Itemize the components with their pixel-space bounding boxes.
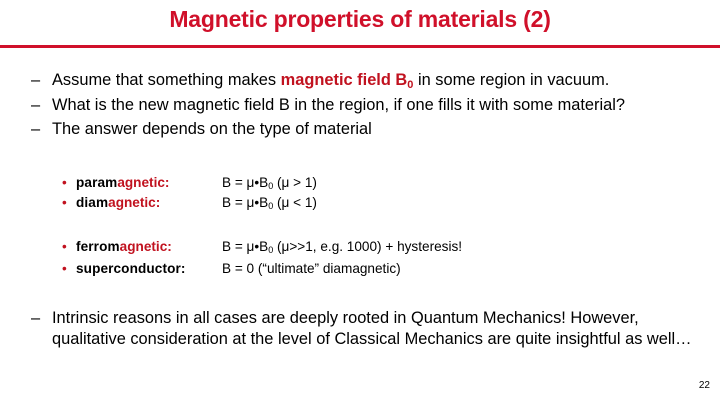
formula-post: (μ > 1) [273,175,317,190]
material-label [76,173,169,193]
material-label [76,237,172,257]
dash-marker: – [31,309,41,327]
bullet-item [31,117,625,142]
bullet-text: What is the new magnetic field B in the region, if one fills it with some material? [52,95,626,114]
formula-post: (μ>>1, e.g. 1000) + hysteresis! [273,239,463,254]
formula-subscript: 0 [268,245,274,255]
material-formula [222,259,401,279]
dash-marker: – [31,120,41,138]
bullet-dot: • [62,239,67,254]
bullet-text-end: in some region in vacuum. [413,71,610,89]
material-label-suffix: agnetic: [108,195,161,210]
material-label [76,259,186,279]
material-label-prefix: superconductor: [76,261,186,276]
bullet-dot: • [62,261,67,276]
material-label-prefix: param [76,175,118,190]
bullet-dot: • [62,195,67,210]
material-label-suffix: agnetic: [117,175,170,190]
formula-subscript: 0 [268,181,274,191]
slide-title: Magnetic properties of materials (2) [169,6,551,32]
bullet-dot: • [62,175,67,190]
page-number: 22 [698,380,710,391]
dash-marker: – [31,71,41,89]
bullet-list [31,68,625,142]
highlight-label: magnetic field B [280,71,408,89]
formula-pre: B = μ•B [222,239,269,254]
material-formula [222,193,317,213]
conclusion-text: Intrinsic reasons in all cases are deeply rooted in Quantum Mechanics! However, qualitative consideration at the level of Classical Mechanics are quite insightful as well… [52,309,692,348]
material-formula [222,173,317,193]
highlight-text [281,71,414,89]
formula-subscript: 0 [268,201,274,211]
title-underline [0,45,720,48]
formula-post: (μ < 1) [273,195,317,210]
highlight-subscript: 0 [407,79,414,91]
bullet-text: The answer depends on the type of material [52,120,372,138]
material-label-prefix: ferrom [76,239,120,254]
material-label-prefix: diam [76,195,109,210]
conclusion-bullet [31,308,711,350]
bullet-item [31,93,625,118]
material-formula [222,237,462,257]
material-label [76,193,160,213]
bullet-text: Assume that something makes [52,71,281,89]
material-label-suffix: agnetic: [119,239,172,254]
formula-pre: B = μ•B [222,175,269,190]
dash-marker: – [31,95,41,114]
formula-pre: B = μ•B [222,195,269,210]
bullet-item [31,68,625,93]
formula-pre: B = 0 (“ultimate” diamagnetic) [222,261,401,276]
